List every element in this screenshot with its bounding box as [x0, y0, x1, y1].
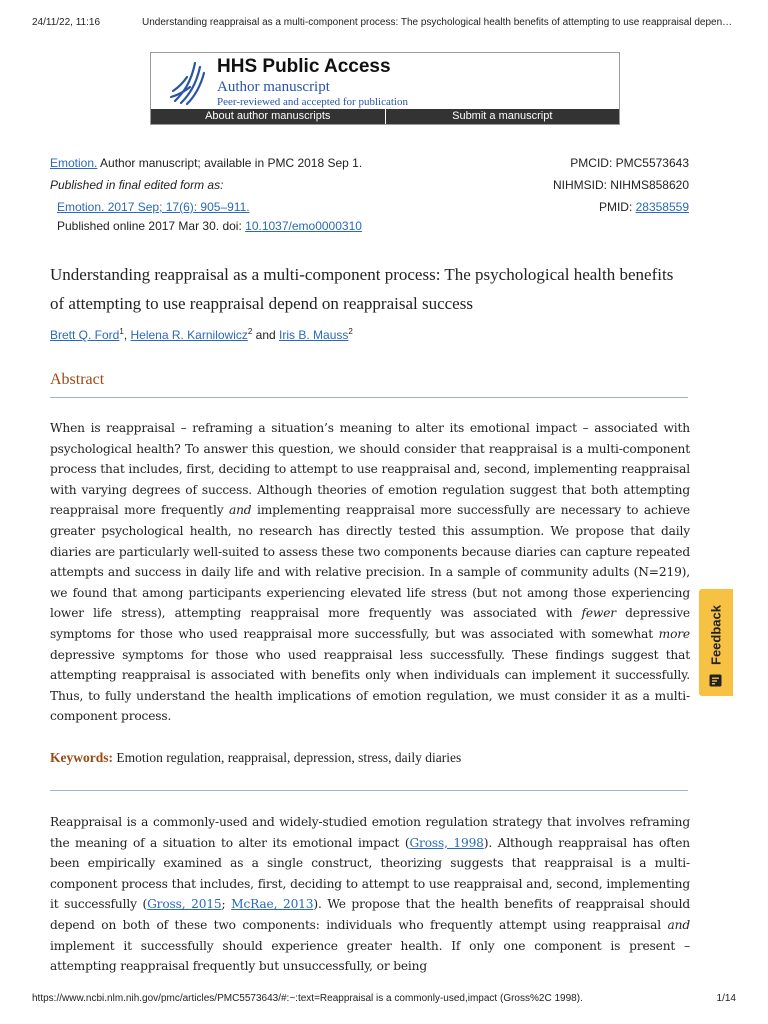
pmcid: PMCID: PMC5573643: [570, 156, 689, 170]
keywords-text: Emotion regulation, reappraisal, depression, stress, daily diaries: [113, 750, 462, 765]
author-affiliation: 2: [247, 327, 253, 336]
abstract-divider: [50, 397, 688, 398]
author-separator: ,: [123, 328, 131, 342]
banner-subtitle: Author manuscript: [217, 79, 330, 95]
banner-title: HHS Public Access: [217, 56, 391, 77]
keywords-label: Keywords:: [50, 750, 113, 765]
print-datetime: 24/11/22, 11:16: [32, 17, 101, 28]
abstract-heading: Abstract: [50, 371, 105, 388]
author-separator: and: [252, 328, 280, 342]
journal-link[interactable]: Emotion.: [50, 156, 98, 170]
intro-paragraph: [50, 812, 690, 977]
reference-link[interactable]: Gross, 2015: [147, 897, 222, 912]
author-link[interactable]: Helena R. Karnilowicz: [130, 328, 248, 342]
pmid-link[interactable]: 28358559: [635, 200, 689, 214]
intro-run: Reappraisal is a commonly-used and widely-studied emotion regulation strategy that involves reframing the meaning of a situation to alter its emotional impact (: [50, 815, 690, 850]
about-author-manuscripts-link[interactable]: About author manuscripts: [205, 110, 331, 122]
article-title: Understanding reappraisal as a multi-component process: The psychological health benefits of attempting to use reappraisal depend on reappraisal success: [50, 265, 674, 313]
submit-manuscript-link[interactable]: Submit a manuscript: [385, 109, 620, 124]
abstract-run: depressive symptoms for those who used reappraisal less successfully. These findings suggest that attempting reappraisal is associated with benefits only when individuals can implement it successfully. Thus, to fully understand the health implications of emotion regulation, we must consider it as a multi-component process.: [50, 647, 690, 724]
citation-link[interactable]: Emotion. 2017 Sep; 17(6): 905–911.: [57, 200, 250, 214]
citation: [57, 200, 250, 214]
author-affiliation: 2: [348, 327, 353, 336]
intro-run: ;: [221, 897, 232, 912]
print-page-number: 1/14: [716, 993, 736, 1004]
abstract-run: depressive symptoms for those who used reappraisal more successfully, but was associated with somewhat: [50, 606, 690, 641]
banner-nav: [151, 109, 619, 124]
published-online: [57, 219, 362, 233]
abstract-run: implementing reappraisal more successfully are necessary to achieve greater psychological health, no research has directly tested this assumption. We propose that daily diaries are particularly well-suited to assess these two components because diaries can capture repeated attempts and success in daily life and with relative precision. In a sample of community adults (N=219), we found that among participants experiencing elevated life stress (but not among those experiencing lower life stress), attempting reappraisal more frequently was associated with: [50, 503, 690, 621]
abstract-emphasis: and: [228, 503, 252, 518]
author-link[interactable]: Brett Q. Ford: [50, 328, 120, 342]
feedback-button[interactable]: [699, 589, 733, 696]
feedback-label: Feedback: [708, 605, 724, 665]
intro-emphasis: and: [667, 917, 690, 932]
abstract-text: [50, 418, 690, 727]
pmid: [599, 200, 689, 214]
print-page-title: Understanding reappraisal as a multi-component process: The psychological health benefits of attempting to use reappraisal depen…: [142, 17, 733, 28]
keywords: [50, 750, 461, 766]
hhs-public-access-banner: [150, 52, 620, 125]
abstract-emphasis: more: [658, 626, 690, 641]
abstract-run: When is reappraisal – reframing a situation’s meaning to alter its emotional impact – associated with psychological health? To answer this question, we should consider that reappraisal is a multi-component process that includes, first, deciding to attempt to use reappraisal and, second, implementing reappraisal with varying degrees of success. Although theories of emotion regulation suggest that both attempting reappraisal more frequently: [50, 421, 690, 518]
intro-run: implement it successfully should experience greater health. If only one component is present – attempting reappraisal frequently but unsuccessfully, or being: [50, 938, 690, 974]
hhs-eagle-logo-icon: [165, 57, 213, 109]
doi-link[interactable]: 10.1037/emo0000310: [245, 219, 362, 233]
reference-link[interactable]: Gross, 1998: [409, 835, 484, 850]
availability-text: Author manuscript; available in PMC 2018 Sep 1.: [97, 156, 363, 170]
pmid-label: PMID:: [598, 200, 636, 214]
published-online-text: Published online 2017 Mar 30. doi:: [57, 219, 246, 233]
author-affiliation: 1: [119, 327, 124, 336]
journal-availability: [50, 156, 362, 170]
abstract-emphasis: fewer: [581, 606, 616, 621]
print-url: https://www.ncbi.nlm.nih.gov/pmc/articles/PMC5573643/#:~:text=Reappraisal is a commonly-used,impact (Gross%2C 1998).: [32, 993, 583, 1004]
keywords-divider: [50, 790, 688, 791]
published-label-text: Published in final edited form as:: [50, 178, 224, 192]
intro-run: ). Although reappraisal has often been empirically examined as a single construct, theorizing suggests that reappraisal is a multi-component process that includes, first, deciding to attempt to use reappraisal and, second, implementing it successfully (: [50, 835, 690, 912]
author-link[interactable]: Iris B. Mauss: [279, 328, 349, 342]
feedback-icon: [709, 674, 722, 687]
author-list: [50, 327, 353, 342]
banner-peer-reviewed: Peer-reviewed and accepted for publication: [217, 96, 408, 108]
published-label: [50, 178, 223, 192]
intro-run: ). We propose that the health benefits of reappraisal should depend on both of these two components: individuals who frequently attempt using reappraisal: [50, 897, 690, 932]
reference-link[interactable]: McRae, 2013: [231, 897, 314, 912]
nihmsid: NIHMSID: NIHMS858620: [552, 178, 689, 192]
